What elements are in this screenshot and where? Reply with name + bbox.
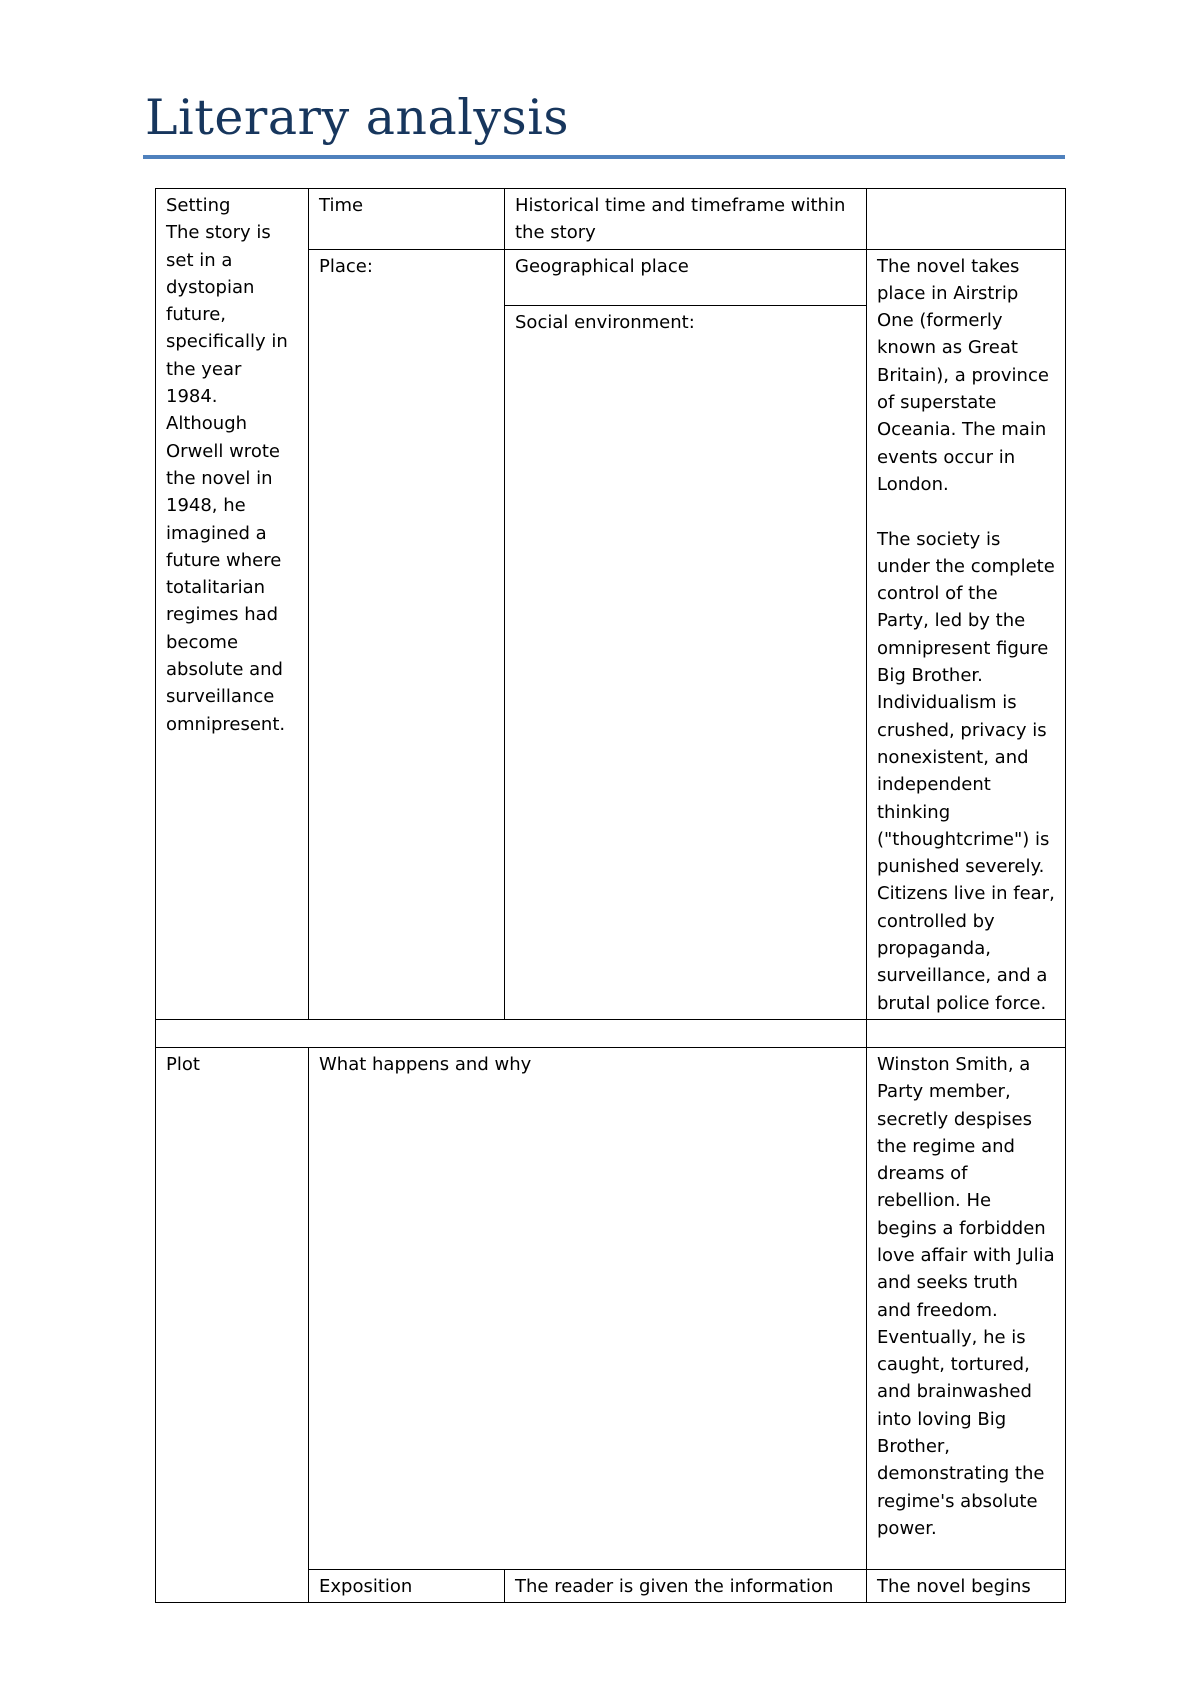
spacer-cell [867,1019,1066,1047]
table-row-spacer [156,1019,1066,1047]
place-answer: The novel takes place in Airstrip One (formerly known as Great Britain), a province of superstate Oceania. The main events occur in London. The society is under the complete control of the Party, led by the omnipresent figure Big Brother. Individualism is crushed, privacy is nonexistent, and independent thinking ("thoughtcrime") is punished severely. Citizens live in fear, controlled by propaganda, surveillance, and a brutal police force. [867,249,1066,1019]
exposition-label: Exposition [309,1569,505,1602]
geographical-place-prompt: Geographical place [505,249,867,305]
plot-answer: Winston Smith, a Party member, secretly despises the regime and dreams of rebellion. He begins a forbidden love affair with Julia and seeks truth and freedom. Eventually, he is caught, tortured, and brainwashed into loving Big Brother, demonstrating the regime's absolute power. [867,1047,1066,1569]
plot-prompt: What happens and why [309,1047,867,1569]
time-prompt: Historical time and timeframe within the story [505,189,867,250]
plot-label: Plot [156,1047,309,1602]
table-row-time [156,189,1066,250]
setting-label: Setting [166,195,231,216]
social-environment-prompt: Social environment: [505,305,867,1019]
setting-summary: The story is set in a dystopian future, specifically in the year 1984. Although Orwell wrote the novel in 1948, he imagined a future where totalitarian regimes had become absolute and surveillance omnipresent. [166,222,288,735]
analysis-table [155,188,1066,1603]
document-title: Literary analysis [145,89,570,146]
spacer-cell [156,1019,867,1047]
setting-cell [156,189,309,1020]
exposition-answer: The novel begins [867,1569,1066,1602]
time-label: Time [309,189,505,250]
place-label: Place: [309,249,505,1019]
title-underline [143,155,1065,159]
table-row-plot [156,1047,1066,1569]
exposition-prompt: The reader is given the information [505,1569,867,1602]
time-answer [867,189,1066,250]
